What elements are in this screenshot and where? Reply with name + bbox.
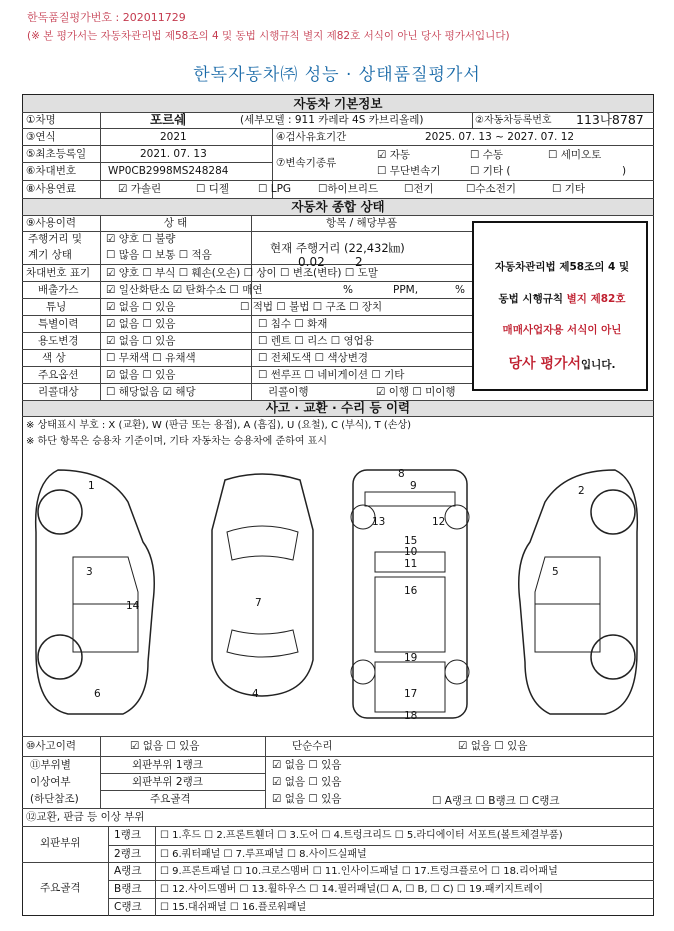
option-label: 주요옵션 bbox=[38, 369, 79, 381]
emission-label: 배출가스 bbox=[38, 284, 79, 296]
outer-rank1-name: 1랭크 bbox=[114, 829, 141, 841]
valid-period-value: 2025. 07. 13 ~ 2027. 07. 12 bbox=[425, 131, 575, 143]
frame-rankA-items: ☐ 9.프론트패널 ☐ 10.크로스멤버 ☐ 11.인사이드패널 ☐ 17.트렁크플로어 ☐ 18.리어패널 bbox=[160, 866, 558, 877]
part-1-label: 1 bbox=[88, 480, 95, 492]
vin-label: ⑥차대번호 bbox=[26, 165, 76, 177]
accident-history-label: ⑩사고이력 bbox=[26, 740, 76, 752]
car-right-side-diagram bbox=[500, 462, 645, 720]
part-10-label: 10 bbox=[404, 546, 418, 558]
notice-line-1: 자동차관리법 제58조의 4 및 bbox=[494, 261, 630, 273]
frame-ranks: ☐ A랭크 ☐ B랭크 ☐ C랭크 bbox=[432, 795, 560, 807]
transmission-label: ⑦변속기종류 bbox=[276, 157, 337, 169]
tuning-items: ☐ 적법 ☐ 불법 ☐ 구조 ☐ 장치 bbox=[240, 301, 383, 313]
part-8-label: 8 bbox=[398, 468, 405, 480]
frame-rankC-items: ☐ 15.대쉬패널 ☐ 16.플로워패널 bbox=[160, 902, 307, 913]
part-3-label: 3 bbox=[86, 566, 93, 578]
color-label: 색 상 bbox=[42, 352, 66, 364]
part-7-label: 7 bbox=[255, 597, 262, 609]
outer-rank1-value: ☑ 없음 ☐ 있음 bbox=[272, 759, 342, 771]
model-detail: (세부모델 : 911 카레라 4S 카브리올레) bbox=[240, 114, 424, 126]
trans-semi: ☐ 세미오토 bbox=[548, 149, 602, 161]
outer-rank1-label: 외판부위 1랭크 bbox=[132, 759, 203, 771]
purpose-items: ☐ 렌트 ☐ 리스 ☐ 영업용 bbox=[258, 335, 374, 347]
part-2-label: 2 bbox=[578, 485, 585, 497]
evaluation-number: 한독품질평가번호 : 202011729 bbox=[27, 11, 186, 24]
exchange-title: ⑫교환, 판금 등 이상 부위 bbox=[26, 811, 145, 823]
fuel-diesel: ☐ 디젤 bbox=[196, 183, 230, 195]
part-12-label: 12 bbox=[432, 516, 446, 528]
trans-auto: ☑ 자동 bbox=[377, 149, 411, 161]
reg-number-label: ②자동차등록번호 bbox=[475, 115, 552, 126]
emission-options: ☑ 일산화탄소 ☑ 탄화수소 ☐ 매연 bbox=[106, 284, 263, 296]
year-value: 2021 bbox=[160, 131, 187, 143]
fuel-hybrid: ☐하이브리드 bbox=[318, 183, 379, 195]
first-reg-label: ⑤최초등록일 bbox=[26, 148, 87, 160]
frame-rankC-name: C랭크 bbox=[114, 901, 142, 913]
outer-group-label: 외판부위 bbox=[40, 837, 81, 849]
car-name-value: 포르쉐 bbox=[150, 112, 187, 127]
basic-section-title: 자동차 기본정보 bbox=[293, 96, 383, 111]
color-state: ☐ 무채색 ☐ 유채색 bbox=[106, 352, 196, 364]
fuel-etc: ☐ 기타 bbox=[552, 183, 586, 195]
frame-group-label: 주요골격 bbox=[40, 882, 81, 894]
frame-value: ☑ 없음 ☐ 있음 bbox=[272, 793, 342, 805]
part-6-label: 6 bbox=[94, 688, 101, 700]
overall-section-title: 자동차 종합 상태 bbox=[291, 199, 385, 214]
mileage-text: 현재 주행거리 (22,432㎞) bbox=[270, 241, 405, 255]
outer-rank2-name: 2랭크 bbox=[114, 848, 141, 860]
emission-pct: % bbox=[343, 284, 353, 296]
recall-items: ☑ 이행 ☐ 미이행 bbox=[376, 386, 456, 398]
frame-rankB-items: ☐ 12.사이드멤버 ☐ 13.휠하우스 ☐ 14.필러패널(☐ A, ☐ B, ☐ C) ☐ 19.패키지트레이 bbox=[160, 884, 543, 895]
notice-box bbox=[472, 221, 648, 391]
year-label: ③연식 bbox=[26, 131, 56, 143]
part-14-label: 14 bbox=[126, 600, 140, 612]
accident-section-title: 사고 · 교환 · 수리 등 이력 bbox=[265, 400, 411, 415]
purpose-state: ☑ 없음 ☐ 있음 bbox=[106, 335, 176, 347]
fuel-electric: ☐전기 bbox=[404, 183, 434, 195]
trans-cvt: ☐ 무단변속기 bbox=[377, 165, 441, 177]
outer-rank1-items: ☐ 1.후드 ☐ 2.프론트휀더 ☐ 3.도어 ☐ 4.트렁크리드 ☐ 5.라디에이터 서포트(볼트체결부품) bbox=[160, 830, 563, 841]
special-items: ☐ 침수 ☐ 화재 bbox=[258, 318, 328, 330]
part-5-label: 5 bbox=[552, 566, 559, 578]
mileage-label-2: 계기 상태 bbox=[28, 249, 72, 261]
part-15-label: 15 bbox=[404, 535, 418, 547]
part-19-label: 19 bbox=[404, 652, 418, 664]
simple-repair-value: ☑ 없음 ☐ 있음 bbox=[458, 740, 528, 752]
part-check-label-3: (하단참조) bbox=[30, 793, 79, 805]
outer-rank2-items: ☐ 6.쿼터패널 ☐ 7.루프패널 ☐ 8.사이드실패널 bbox=[160, 849, 367, 860]
outer-rank2-label: 외판부위 2랭크 bbox=[132, 776, 203, 788]
emission-value-1: 0.02 bbox=[298, 255, 325, 269]
part-16-label: 16 bbox=[404, 585, 418, 597]
emission-ppm: PPM, bbox=[393, 284, 419, 296]
notice-line-4: 당사 평가서입니다. bbox=[508, 356, 616, 372]
diagram-note: ※ 하단 항목은 승용차 기준이며, 기타 자동차는 승용차에 준하여 표시 bbox=[26, 436, 327, 447]
part-13-label: 13 bbox=[372, 516, 386, 528]
fuel-lpg: ☐ LPG bbox=[258, 183, 292, 195]
option-items: ☐ 썬루프 ☐ 네비게이션 ☐ 기타 bbox=[258, 369, 405, 381]
accident-history-value: ☑ 없음 ☐ 있음 bbox=[130, 740, 200, 752]
fuel-label: ⑧사용연료 bbox=[26, 183, 76, 195]
trans-etc: ☐ 기타 ( bbox=[470, 165, 511, 177]
chassis-label: 차대번호 표기 bbox=[26, 267, 91, 279]
recall-state: ☐ 해당없음 ☑ 해당 bbox=[106, 386, 196, 398]
simple-repair-label: 단순수리 bbox=[292, 740, 333, 752]
trans-manual: ☐ 수동 bbox=[470, 149, 504, 161]
part-9-label: 9 bbox=[410, 480, 417, 492]
header-notice: (※ 본 평가서는 자동차관리법 제58조의 4 및 동법 시행규칙 별지 제82호 서식이 아닌 당사 평가서입니다) bbox=[27, 30, 510, 42]
part-check-label-2: 이상여부 bbox=[30, 776, 71, 788]
special-state: ☑ 없음 ☐ 있음 bbox=[106, 318, 176, 330]
status-legend: ※ 상태표시 부호 : X (교환), W (판금 또는 용접), A (흠집), U (요철), C (부식), T (손상) bbox=[26, 420, 412, 431]
frame-rankA-name: A랭크 bbox=[114, 865, 142, 877]
car-top-diagram bbox=[205, 470, 320, 700]
fuel-gasoline: ☑ 가솔린 bbox=[118, 183, 162, 195]
car-left-side-diagram bbox=[28, 462, 173, 720]
tuning-state: ☑ 없음 ☐ 있음 bbox=[106, 301, 176, 313]
part-18-label: 18 bbox=[404, 710, 418, 722]
use-history-label: ⑨사용이력 bbox=[26, 217, 76, 229]
emission-pct2: % bbox=[455, 284, 465, 296]
frame-label: 주요골격 bbox=[150, 793, 191, 805]
tuning-label: 튜닝 bbox=[46, 301, 67, 313]
purpose-label: 용도변경 bbox=[38, 335, 79, 347]
page-title: 한독자동차㈜ 성능 · 상태품질평가서 bbox=[193, 65, 481, 85]
recall-items-label: 리콜이행 bbox=[268, 386, 309, 398]
emission-value-2: 2 bbox=[355, 255, 363, 269]
item-head: 항목 / 해당부품 bbox=[325, 217, 398, 229]
part-check-label-1: ⑪부위별 bbox=[30, 759, 71, 771]
reg-number-value: 113나8787 bbox=[576, 112, 644, 127]
vin-value: WP0CB2998MS248284 bbox=[108, 165, 229, 177]
notice-line-3: 매매사업자용 서식이 아닌 bbox=[502, 324, 622, 336]
option-state: ☑ 없음 ☐ 있음 bbox=[106, 369, 176, 381]
valid-period-label: ④검사유효기간 bbox=[276, 131, 347, 143]
chassis-options: ☑ 양호 ☐ 부식 ☐ 훼손(오손) ☐ 상이 ☐ 변조(변타) ☐ 도말 bbox=[106, 267, 378, 279]
part-4-label: 4 bbox=[252, 688, 259, 700]
mileage-state-2: ☐ 많음 ☐ 보통 ☐ 적음 bbox=[106, 249, 212, 261]
part-11-label: 11 bbox=[404, 558, 418, 570]
state-head: 상 태 bbox=[163, 217, 188, 229]
recall-label: 리콜대상 bbox=[38, 386, 79, 398]
notice-line-2: 동법 시행규칙 별지 제82호 bbox=[498, 293, 626, 305]
part-17-label: 17 bbox=[404, 688, 418, 700]
frame-rankB-name: B랭크 bbox=[114, 883, 142, 895]
mileage-state-1: ☑ 양호 ☐ 불량 bbox=[106, 233, 176, 245]
first-reg-value: 2021. 07. 13 bbox=[140, 148, 207, 160]
outer-rank2-value: ☑ 없음 ☐ 있음 bbox=[272, 776, 342, 788]
car-name-label: ①차명 bbox=[26, 114, 56, 126]
mileage-label-1: 주행거리 및 bbox=[28, 233, 83, 245]
trans-etc-close: ) bbox=[622, 165, 627, 177]
special-label: 특별이력 bbox=[38, 318, 79, 330]
color-items: ☐ 전체도색 ☐ 색상변경 bbox=[258, 352, 368, 364]
fuel-hydrogen: ☐수소전기 bbox=[466, 183, 516, 195]
